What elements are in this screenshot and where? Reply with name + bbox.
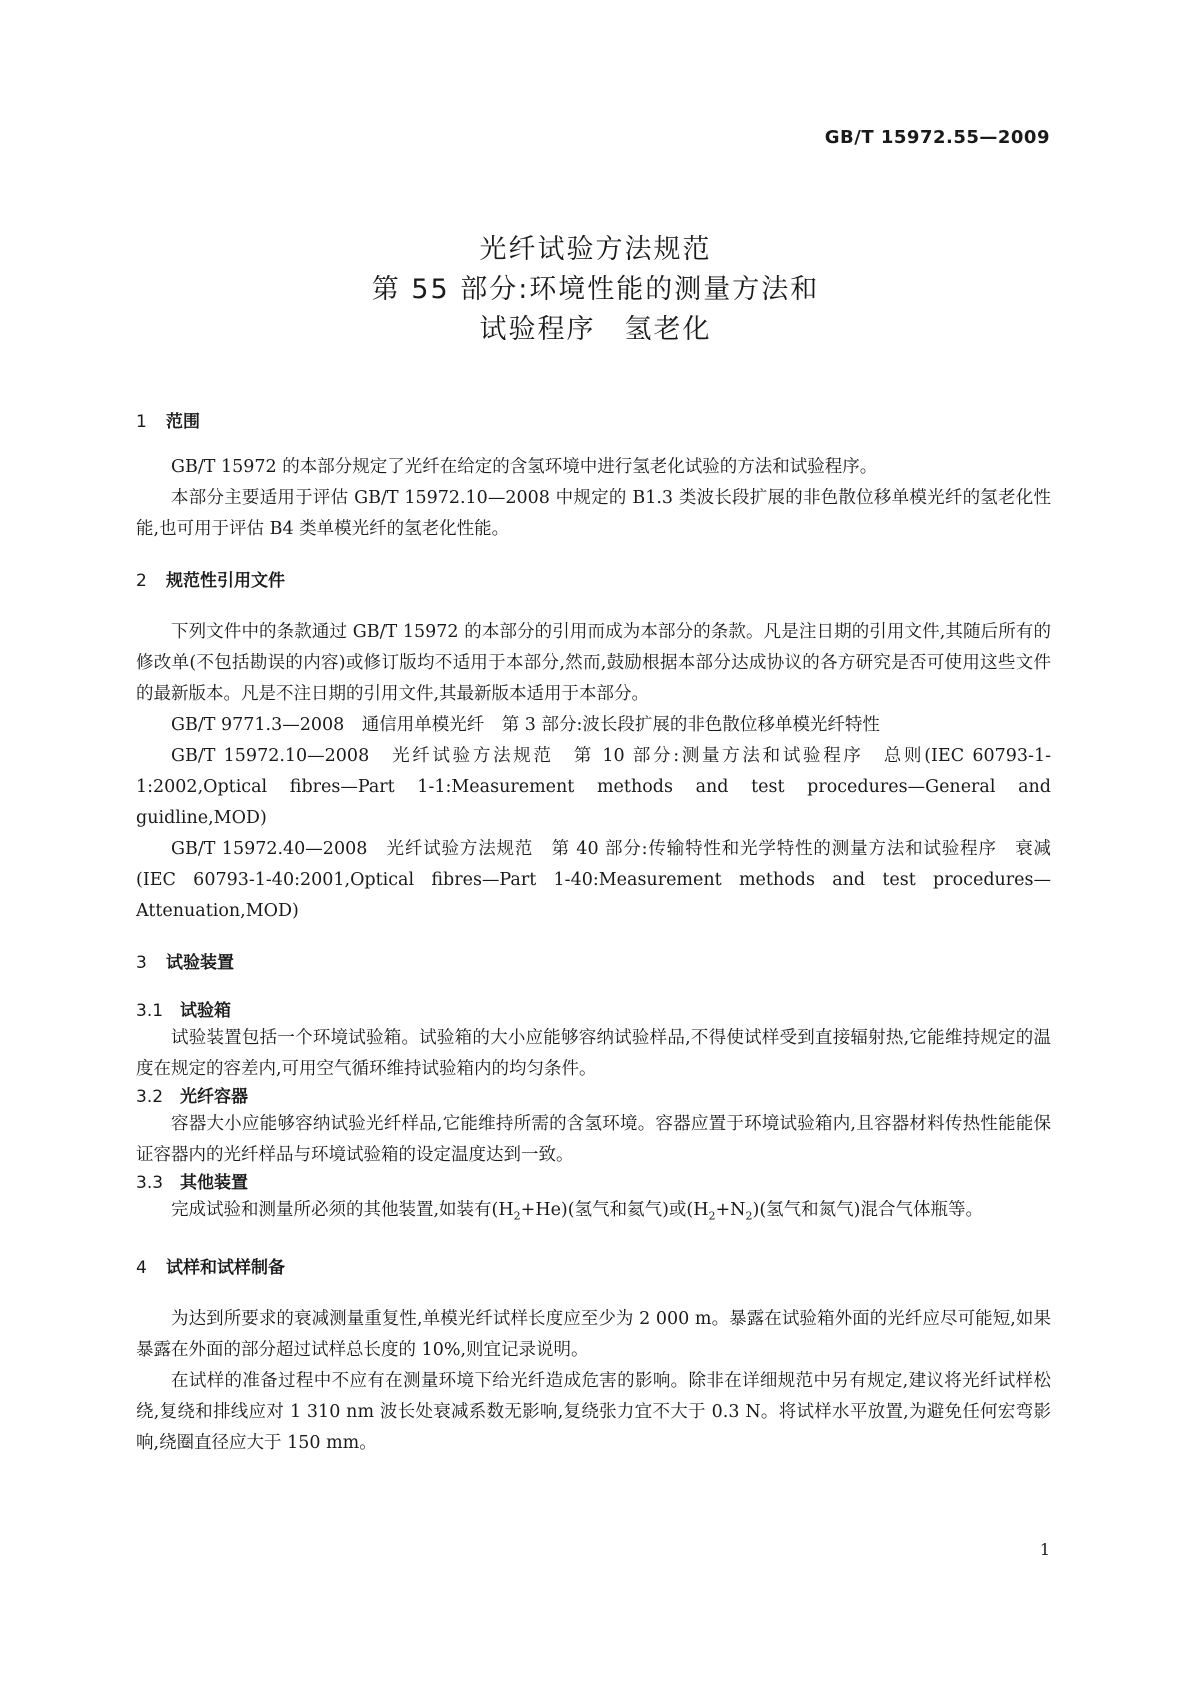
subscript: 2 [513, 1209, 521, 1223]
subsection-title: 光纤容器 [180, 1087, 248, 1107]
title-line-1: 光纤试验方法规范 [479, 234, 712, 265]
subsection-3-2-heading [136, 1085, 1051, 1109]
document-title [0, 230, 1191, 350]
paragraph [136, 1195, 1051, 1232]
text-run: +He)(氢气和氦气)或(H [520, 1200, 709, 1220]
subscript: 2 [745, 1209, 753, 1223]
normative-reference: GB/T 15972.40—2008 光纤试验方法规范 第 40 部分:传输特性和光学特性的测量方法和试验程序 衰减(IEC 60793-1-40:2001,Optical fibres—Part 1-40:Measurement methods and test procedures—Attenuation,MOD) [136, 839, 1051, 921]
subsection-3-1-heading [136, 999, 1051, 1023]
title-line-3: 试验程序 氢老化 [479, 314, 712, 345]
page-number: 1 [1039, 1540, 1050, 1559]
paragraph: 本部分主要适用于评估 GB/T 15972.10—2008 中规定的 B1.3 类波长段扩展的非色散位移单模光纤的氢老化性能,也可用于评估 B4 类单模光纤的氢老化性能。 [136, 488, 1051, 539]
section-number: 2 [136, 571, 147, 591]
section-3-heading [136, 951, 1051, 975]
paragraph: 为达到所要求的衰减测量重复性,单模光纤试样长度应至少为 2 000 m。暴露在试验箱外面的光纤应尽可能短,如果暴露在外面的部分超过试样总长度的 10%,则宜记录说明。 [136, 1308, 1051, 1360]
section-2-heading [136, 569, 1051, 593]
section-title: 规范性引用文件 [166, 571, 285, 591]
section-1-heading [136, 410, 1051, 434]
title-line-2: 第 55 部分:环境性能的测量方法和 [371, 274, 820, 305]
subsection-title: 其他装置 [180, 1173, 248, 1193]
subsection-3-3-heading [136, 1171, 1051, 1195]
section-4-heading [136, 1256, 1051, 1280]
subsection-number: 3.3 [136, 1173, 164, 1193]
section-number: 4 [136, 1257, 147, 1278]
text-run: 完成试验和测量所必须的其他装置,如装有(H [171, 1200, 514, 1220]
document-body [136, 410, 1051, 1459]
paragraph: 容器大小应能够容纳试验光纤样品,它能维持所需的含氢环境。容器应置于环境试验箱内,且容器材料传热性能能保证容器内的光纤样品与环境试验箱的设定温度达到一致。 [136, 1114, 1051, 1165]
text-run: +N [715, 1200, 746, 1220]
section-number: 3 [136, 953, 147, 973]
paragraph: GB/T 15972 的本部分规定了光纤在给定的含氢环境中进行氢老化试验的方法和试验程序。 [171, 457, 878, 477]
subsection-title: 试验箱 [180, 1001, 231, 1021]
paragraph: 下列文件中的条款通过 GB/T 15972 的本部分的引用而成为本部分的条款。凡是注日期的引用文件,其随后所有的修改单(不包括勘误的内容)或修订版均不适用于本部分,然而,鼓励根据本部分达成协议的各方研究是否可使用这些文件的最新版本。凡是不注日期的引用文件,其最新版本适用于本部分。 [136, 622, 1051, 704]
section-number: 1 [136, 412, 147, 432]
text-run: )(氢气和氮气)混合气体瓶等。 [752, 1200, 983, 1220]
subsection-number: 3.1 [136, 1001, 164, 1021]
section-title: 试验装置 [166, 953, 234, 973]
section-title: 范围 [166, 412, 200, 432]
paragraph: 在试样的准备过程中不应有在测量环境下给光纤造成危害的影响。除非在详细规范中另有规定,建议将光纤试样松绕,复绕和排线应对 1 310 nm 波长处衰减系数无影响,复绕张力宜不大于 0.3 N。将试样水平放置,为避免任何宏弯影响,绕圈直径应大于 150 mm。 [136, 1370, 1051, 1453]
subscript: 2 [708, 1209, 716, 1223]
section-title: 试样和试样制备 [166, 1257, 285, 1278]
normative-reference: GB/T 9771.3—2008 通信用单模光纤 第 3 部分:波长段扩展的非色散位移单模光纤特性 [171, 715, 880, 735]
standard-code: GB/T 15972.55—2009 [824, 127, 1050, 148]
subsection-number: 3.2 [136, 1087, 164, 1107]
normative-reference: GB/T 15972.10—2008 光纤试验方法规范 第 10 部分:测量方法和试验程序 总则(IEC 60793-1-1:2002,Optical fibres—Part 1-1:Measurement methods and test procedures—General and guidline,MOD) [136, 746, 1051, 828]
paragraph: 试验装置包括一个环境试验箱。试验箱的大小应能够容纳试验样品,不得使试样受到直接辐射热,它能维持规定的温度在规定的容差内,可用空气循环维持试验箱内的均匀条件。 [136, 1028, 1051, 1079]
